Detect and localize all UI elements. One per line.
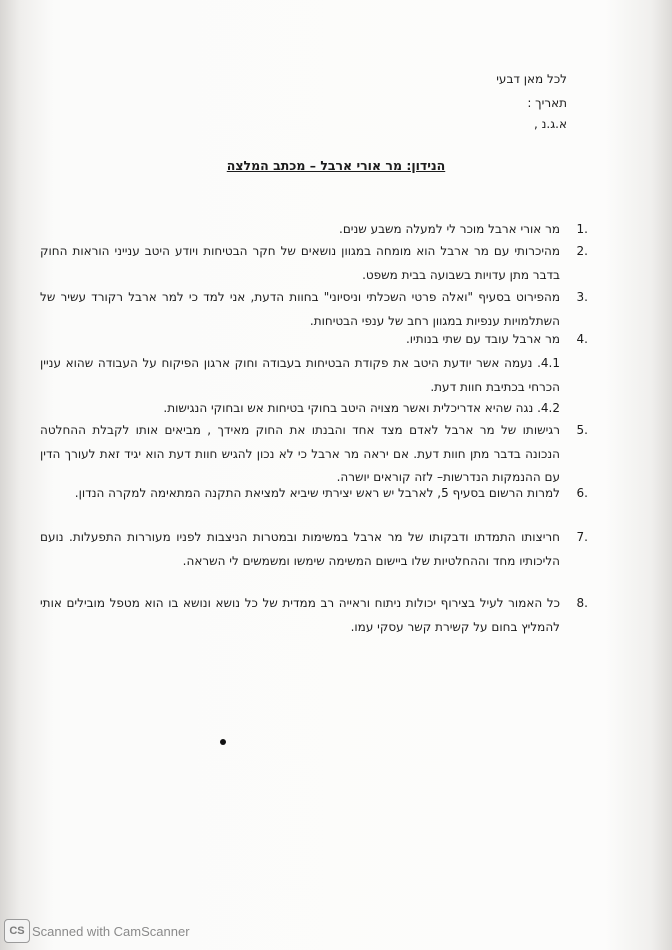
list-item: 1. מר אורי ארבל מוכר לי למעלה משבע שנים. (339, 222, 588, 236)
sub-list-item: 4.2. נגה שהיא אדריכלית ואשר מצויה היטב בחוקי בטיחות אש ובחוקי הנגישות. (163, 401, 560, 415)
date-line: תאריך : (527, 96, 567, 110)
list-item: 4. מר ארבל עובד עם שתי בנותיו. (405, 332, 588, 346)
subject-line: הנידון: מר אורי ארבל – מכתב המלצה (226, 158, 446, 173)
list-item: 8. כל האמור לעיל בצירוף יכולות ניתוח וראייה רב ממדית של כל נושא ונושא בו הוא מטפל מובילים אותי להמליץ בחום על קשירת קשר עסקי עמו. (40, 596, 588, 634)
camscanner-logo-icon: CS (4, 919, 30, 943)
list-item: 7. חריצותו התמדתו ודבקותו של מר ארבל במשימות ובמטרות הניצבות לפניו מעוררות התפעלות. נועם הליכותיו מחד וההחלטיות שלו ביישום המשימה שימשו ומשמשים לי השראה. (40, 530, 588, 568)
greeting-line: א.ג.נ , (533, 117, 567, 131)
watermark-text: Scanned with CamScanner (32, 923, 190, 939)
list-item: 3. מהפירוט בסעיף "ואלה פרטי השכלתי וניסיוני" בחוות הדעת, אני למד כי למר ארבל רקורד עשיר של השתלמויות ענפיות במגוון רחב של ענפי הבטיחות. (40, 290, 588, 328)
sub-list-item: 4.1. נעמה אשר יודעת היטב את פקודת הבטיחות בעבודה וחוק ארגון הפיקוח על העבודה שהוא עניין הכרחי בכתיבת חוות דעת. (40, 356, 560, 394)
list-item: 6. למרות הרשום בסעיף 5, לארבל יש ראש יצירתי שיביא למציאת התקנה המתאימה למקרה הנדון. (74, 486, 588, 500)
camscanner-watermark (4, 917, 190, 945)
list-item: 5. רגישותו של מר ארבל לאדם מצד אחד והבנתו את החוק מאידך , מביאים אותו לקבלת ההחלטה הנכונה בדבר מתן חוות דעת. אם יראה מר ארבל כי לא נכון להגיש חוות דעת הוא יגיד זאת לעורך הדין עם ההנמקות הנדרשות– לזה קוראים יושרה. (40, 423, 588, 484)
ink-dot (220, 739, 226, 745)
recipient-line: לכל מאן דבעי (496, 72, 567, 86)
list-item: 2. מהיכרותי עם מר ארבל הוא מומחה במגוון נושאים של חקר הבטיחות ויודע היטב ענייני הוראות החוק בדבר מתן עדויות בשבועה בבית משפט. (40, 244, 588, 282)
